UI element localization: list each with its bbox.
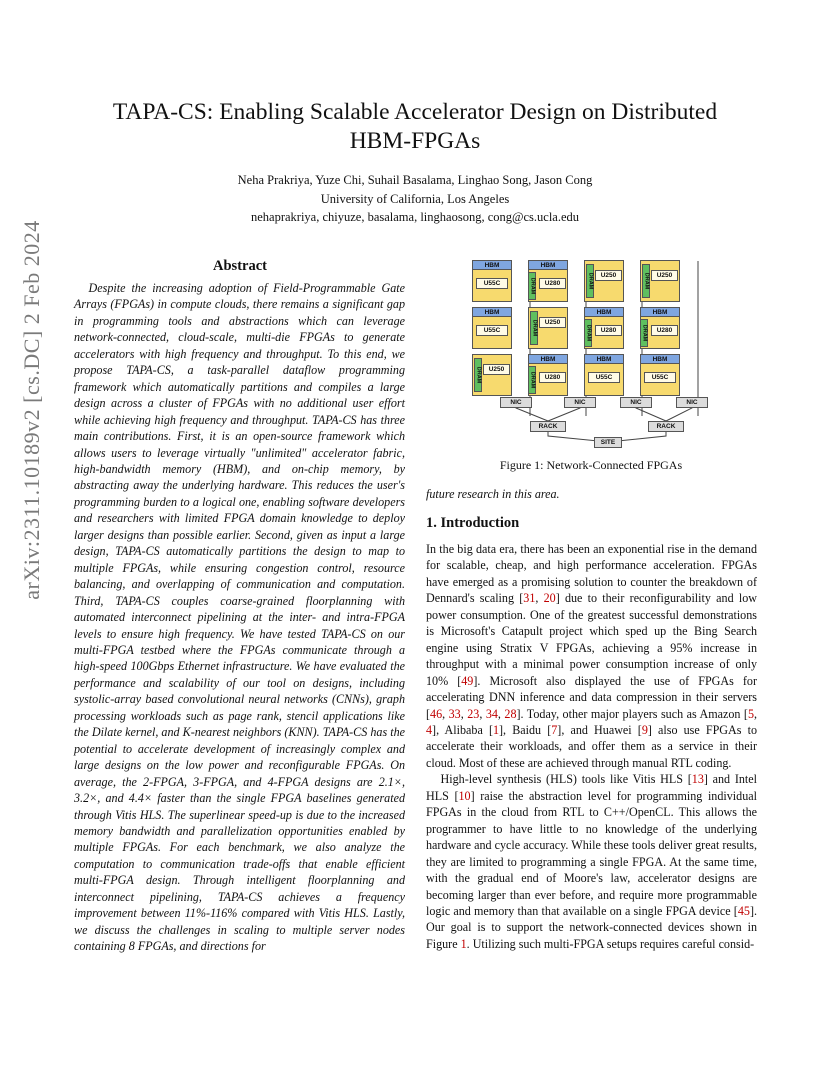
- hbm-block: HBM: [584, 307, 624, 317]
- dram-block: [584, 319, 592, 347]
- citation-link[interactable]: 49: [461, 673, 474, 688]
- fpga-model-label: U250: [651, 270, 678, 281]
- hbm-block: HBM: [640, 354, 680, 364]
- abstract-text: Despite the increasing adoption of Field-Programmable Gate Arrays (FPGAs) in compute clouds, there remains a significant gap in programming tools and abstractions which can leverage network-connected, cloud-scale, multi-die FPGAs to generate accelerators with high frequency and throughput. To this end, we propose TAPA-CS, a task-parallel dataflow programming framework which automatically partitions and compiles a large design across a cluster of FPGAs with no additional user effort while achieving high frequency and throughput. TAPA-CS has three main contributions. First, it is an open-source framework which allows users to leverage virtually "unlimited" accelerator fabric, high-bandwidth memory (HBM), and on-chip memory, by abstracting away the underlying hardware. This reduces the user's programming burden to a logical one, enabling software developers and researchers with limited FPGA domain knowledge to deploy larger designs than possible earlier. Second, given as input a large design, TAPA-CS automatically partitions the design to map to multiple FPGAs, while ensuring congestion control, resource balancing, and overlapping of communication and computation. Third, TAPA-CS couples coarse-grained floorplanning with automated interconnect pipelining at the inter- and intra-FPGA levels to ensure high frequency. We have tested TAPA-CS on our multi-FPGA testbed where the FPGAs communicate through a high-speed 100Gbps Ethernet infrastructure. We have evaluated the performance and scalability of our tool on designs, including systolic-array based convolutional neural networks (CNNs), graph processing workloads such as page rank, stencil applications like the Dilate kernel, and K-nearest neighbors (KNN). TAPA-CS has the potential to accelerate development of increasingly complex and large designs on the low power and reconfigurable FPGAs. On average, the 2-FPGA, 3-FPGA, and 4-FPGA designs are 2.1×, 3.2×, and 4.4× faster than the single FPGA baselines generated through Vitis HLS. The superlinear speed-up is due to the increased memory bandwidth and parallelization opportunities enabled by multiple FPGAs. For each benchmark, we also analyze the computation to communication trade-offs that enable efficient multi-FPGA design. Through intelligent floorplanning and interconnect pipelining, TAPA-CS achieves a frequency improvement between 11%-116% compared with Vitis HLS. Lastly, we discuss the challenges in scaling to multiple server nodes containing 8 FPGAs, and directions for: [74, 281, 405, 954]
- fpga-model-label: U250: [483, 364, 510, 375]
- author-block: [90, 171, 740, 227]
- hbm-block: HBM: [528, 354, 568, 364]
- dram-block: [530, 311, 538, 345]
- nic-block: NIC: [564, 397, 596, 408]
- abstract-continuation: future research in this area.: [426, 487, 560, 501]
- fpga-model-label: U250: [595, 270, 622, 281]
- citation-link[interactable]: 5: [747, 706, 754, 721]
- fpga-model-label: U280: [651, 325, 678, 336]
- rack-block: RACK: [648, 421, 684, 432]
- fpga-model-label: U280: [539, 372, 566, 383]
- fpga-model-label: U55C: [644, 372, 676, 383]
- citation-link[interactable]: 46: [430, 706, 443, 721]
- dram-label: DRAM: [587, 272, 593, 290]
- paper-title: TAPA-CS: Enabling Scalable Accelerator Design on Distributed HBM-FPGAs: [112, 99, 718, 154]
- hbm-block: HBM: [528, 260, 568, 270]
- dram-block: [642, 264, 650, 298]
- citation-link[interactable]: 33: [448, 706, 461, 721]
- hbm-block: HBM: [472, 260, 512, 270]
- citation-link[interactable]: 31: [523, 591, 536, 606]
- fpga-model-label: U280: [539, 278, 566, 289]
- dram-label: DRAM: [641, 324, 647, 342]
- site-block: SITE: [594, 437, 622, 448]
- fpga-model-label: U250: [539, 317, 566, 328]
- dram-label: DRAM: [529, 277, 535, 295]
- introduction-heading: 1. Introduction: [426, 515, 520, 531]
- citation-link[interactable]: 23: [467, 706, 480, 721]
- hbm-block: HBM: [640, 307, 680, 317]
- nic-block: NIC: [676, 397, 708, 408]
- dram-block: [528, 272, 536, 300]
- citation-link[interactable]: 9: [641, 722, 648, 737]
- dram-block: [586, 264, 594, 298]
- nic-block: NIC: [620, 397, 652, 408]
- fpga-model-label: U280: [595, 325, 622, 336]
- citation-link[interactable]: 1: [492, 722, 500, 737]
- intro-paragraph: In the big data era, there has been an exponential rise in the demand for scalable, cheap, and high performance acceleration. FPGAs have emerged as a promising solution to counter the breakdown of Dennard's scaling [31, 20] due to their reconfigurability and low power consumption. One of the greatest successful demonstrations is Microsoft's Catapult project which sped up the Bing Search engine using Stratix V FPGAs, achieving a 95% increase in throughput with a minimal power consumption increase of only 10% [49]. Microsoft also displayed the use of FPGAs for accelerating DNN inference and data compression in their servers [46, 33, 23, 34, 28]. Today, other major players such as Amazon [5, 4], Alibaba [1], Baidu [7], and Huawei [9] also use FPGAs to accelerate their workloads, and offer them as a service in their cloud. Most of these are achieved through manual RTL coding.: [426, 542, 758, 770]
- introduction-body: [426, 541, 757, 952]
- hbm-block: HBM: [472, 307, 512, 317]
- author-names: Neha Prakriya, Yuze Chi, Suhail Basalama, Linghao Song, Jason Cong: [237, 173, 593, 187]
- citation-link[interactable]: 34: [485, 706, 498, 721]
- figure-link[interactable]: 1: [460, 936, 467, 951]
- author-affiliation: University of California, Los Angeles: [320, 191, 510, 206]
- citation-link[interactable]: 7: [551, 722, 558, 737]
- hbm-block: HBM: [584, 354, 624, 364]
- citation-link[interactable]: 10: [458, 788, 471, 803]
- dram-block: [640, 319, 648, 347]
- dram-label: DRAM: [643, 272, 649, 290]
- abstract-heading: Abstract: [213, 258, 267, 274]
- dram-block: [528, 366, 536, 394]
- fpga-model-label: U55C: [476, 278, 508, 289]
- citation-link[interactable]: 20: [543, 591, 556, 606]
- figure-network-fpgas: [466, 256, 718, 451]
- dram-label: DRAM: [585, 324, 591, 342]
- author-emails: nehaprakriya, chiyuze, basalama, linghaosong, cong@cs.ucla.edu: [250, 210, 580, 224]
- citation-link[interactable]: 28: [504, 706, 517, 721]
- citation-link[interactable]: 45: [737, 903, 750, 918]
- intro-paragraph: High-level synthesis (HLS) tools like Vitis HLS [13] and Intel HLS [10] raise the abstraction level for programming individual FPGAs in the cloud from RTL to C++/OpenCL. This allows the programmer to have little to no knowledge of the underlying hardware and cycle accuracy. While these tools deliver great results, they are limited to programming a single FPGA. At the same time, with the gradual end of Moore's law, accelerator designs are becoming larger than ever before, and require more programmable logic and memory than that available on a single FPGA device [45]. Our goal is to support the network-connected devices shown in Figure 1. Utilizing such multi-FPGA setups requires careful consid-: [426, 772, 757, 951]
- arxiv-id: arXiv:2311.10189v2 [cs.DC] 2 Feb 2024: [19, 220, 44, 600]
- dram-label: DRAM: [475, 366, 481, 384]
- fpga-model-label: U55C: [476, 325, 508, 336]
- nic-block: NIC: [500, 397, 532, 408]
- dram-block: [474, 358, 482, 392]
- citation-link[interactable]: 13: [691, 772, 704, 787]
- figure-caption: Figure 1: Network-Connected FPGAs: [499, 458, 683, 472]
- arxiv-sidebar: [10, 130, 54, 690]
- dram-label: DRAM: [531, 319, 537, 337]
- citation-link[interactable]: 4: [426, 722, 433, 737]
- rack-block: RACK: [530, 421, 566, 432]
- dram-label: DRAM: [529, 371, 535, 389]
- fpga-model-label: U55C: [588, 372, 620, 383]
